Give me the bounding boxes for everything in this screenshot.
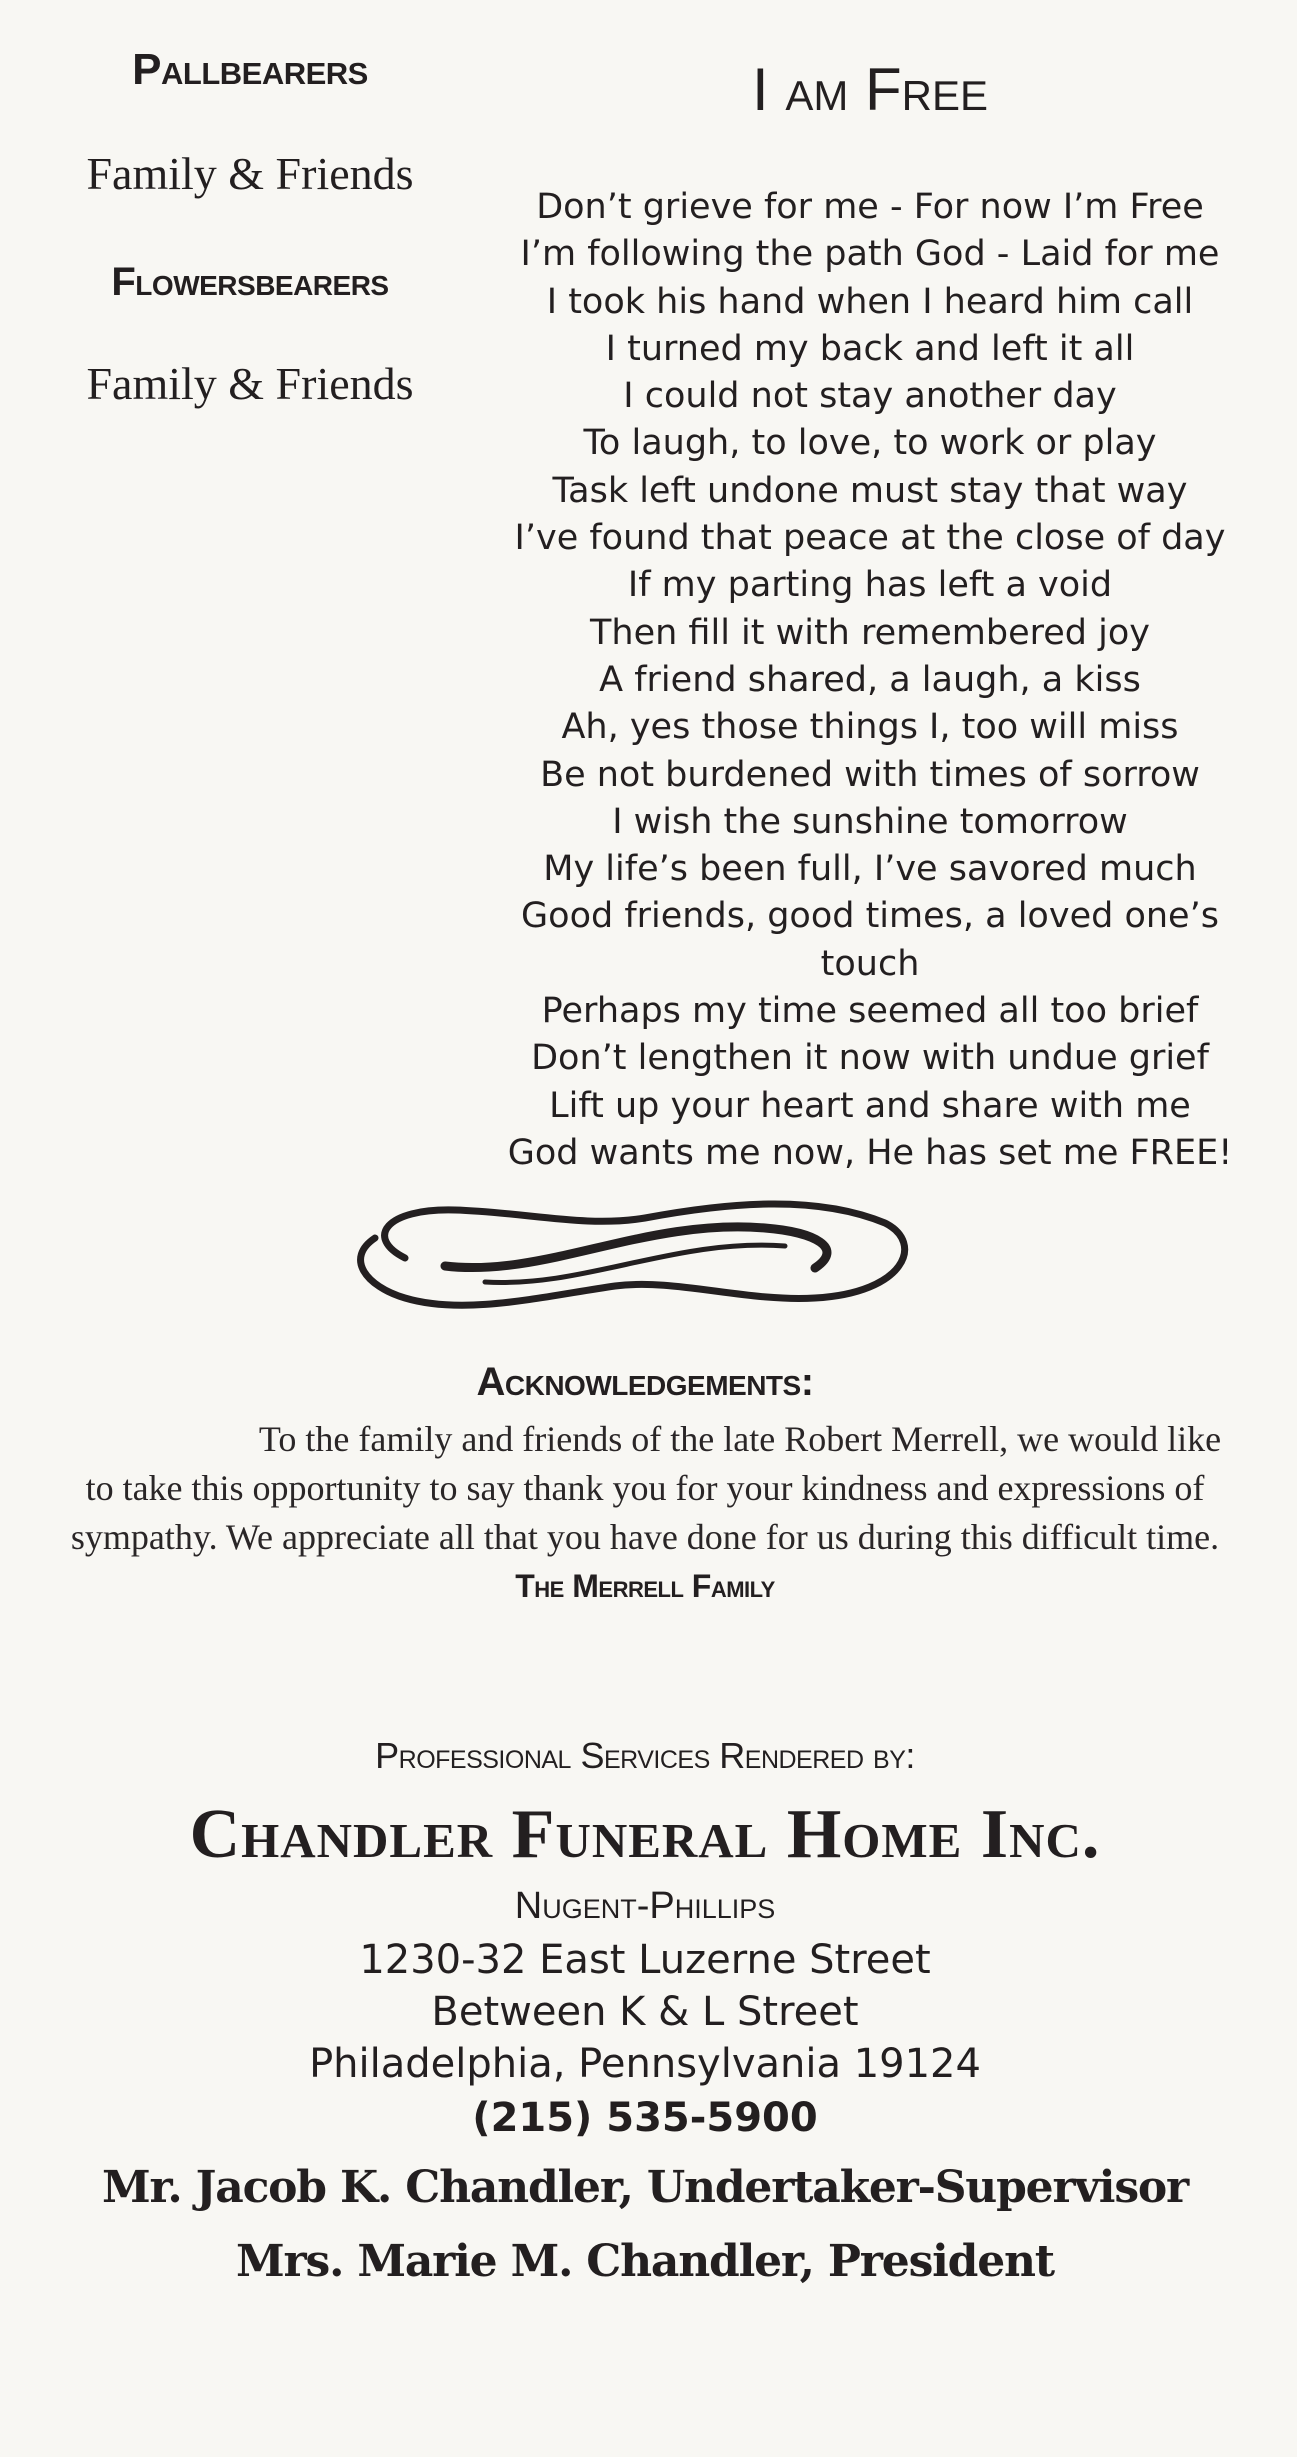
address-line-3: Philadelphia, Pennsylvania 19124 <box>309 2041 981 2087</box>
poem-line: God wants me now, He has set me FREE! <box>507 1132 1233 1173</box>
acknowledgements-heading: Acknowledgements: <box>476 1360 814 1404</box>
poem-line: Be not burdened with times of sorrow <box>540 754 1200 795</box>
staff-line-1: Mr. Jacob K. Chandler, Undertaker-Supervisor <box>101 2162 1189 2213</box>
poem-line: I wish the sunshine tomorrow <box>612 801 1128 842</box>
acknowledgements-signature: The Merrell Family <box>515 1568 775 1604</box>
poem-line: I’m following the path God - Laid for me <box>520 234 1220 275</box>
poem-line: I’ve found that peace at the close of day <box>514 518 1226 559</box>
poem-line: A friend shared, a laugh, a kiss <box>599 659 1141 700</box>
flourish-ornament-icon <box>345 1198 915 1313</box>
poem-line: To laugh, to love, to work or play <box>583 423 1157 464</box>
funeral-home-name: Chandler Funeral Home Inc. <box>189 1796 1101 1873</box>
poem-line: I turned my back and left it all <box>605 328 1135 369</box>
address-line-2: Between K & L Street <box>431 1989 859 2035</box>
poem-line: I could not stay another day <box>623 376 1117 417</box>
poem-line: Perhaps my time seemed all too brief <box>541 991 1199 1032</box>
flowerbearers-names: Family & Friends <box>86 358 414 409</box>
poem <box>500 55 1240 1177</box>
acknowledgements-section <box>55 1360 1235 1605</box>
poem-line: Then fill it with remembered joy <box>590 612 1150 653</box>
services-heading: Professional Services Rendered by: <box>375 1735 915 1776</box>
poem-line: Ah, yes those things I, too will miss <box>561 707 1179 748</box>
poem-title: I am Free <box>751 56 989 123</box>
poem-line: Good friends, good times, a loved one’s <box>521 896 1219 937</box>
flowerbearers-heading: Flowersbearers <box>111 260 389 304</box>
address-line-1: 1230-32 East Luzerne Street <box>359 1937 931 1983</box>
phone-number: (215) 535-5900 <box>472 2095 818 2141</box>
acknowledgements-text: To the family and friends of the late Robert Merrell, we would like to take this opportunity to say thank you for your kindness and expressions of sympathy. We appreciate all that you have done for us during this difficult time. <box>70 1419 1222 1557</box>
poem-line: Don’t lengthen it now with undue grief <box>531 1038 1209 1079</box>
poem-lines <box>500 184 1240 1177</box>
funeral-home-subname: Nugent-Phillips <box>514 1885 776 1927</box>
left-column <box>40 45 460 410</box>
pallbearers-names: Family & Friends <box>86 148 414 199</box>
poem-line: My life’s been full, I’ve savored much <box>543 849 1197 890</box>
poem-line: If my parting has left a void <box>627 565 1113 606</box>
staff-line-2: Mrs. Marie M. Chandler, President <box>236 2236 1054 2287</box>
poem-line: Task left undone must stay that way <box>552 470 1188 511</box>
poem-line: touch <box>820 943 920 984</box>
poem-line: Lift up your heart and share with me <box>549 1085 1191 1126</box>
services-section <box>55 1735 1235 2294</box>
poem-line: I took his hand when I heard him call <box>546 281 1194 322</box>
poem-line: Don’t grieve for me - For now I’m Free <box>536 187 1204 227</box>
pallbearers-heading: Pallbearers <box>132 45 368 94</box>
